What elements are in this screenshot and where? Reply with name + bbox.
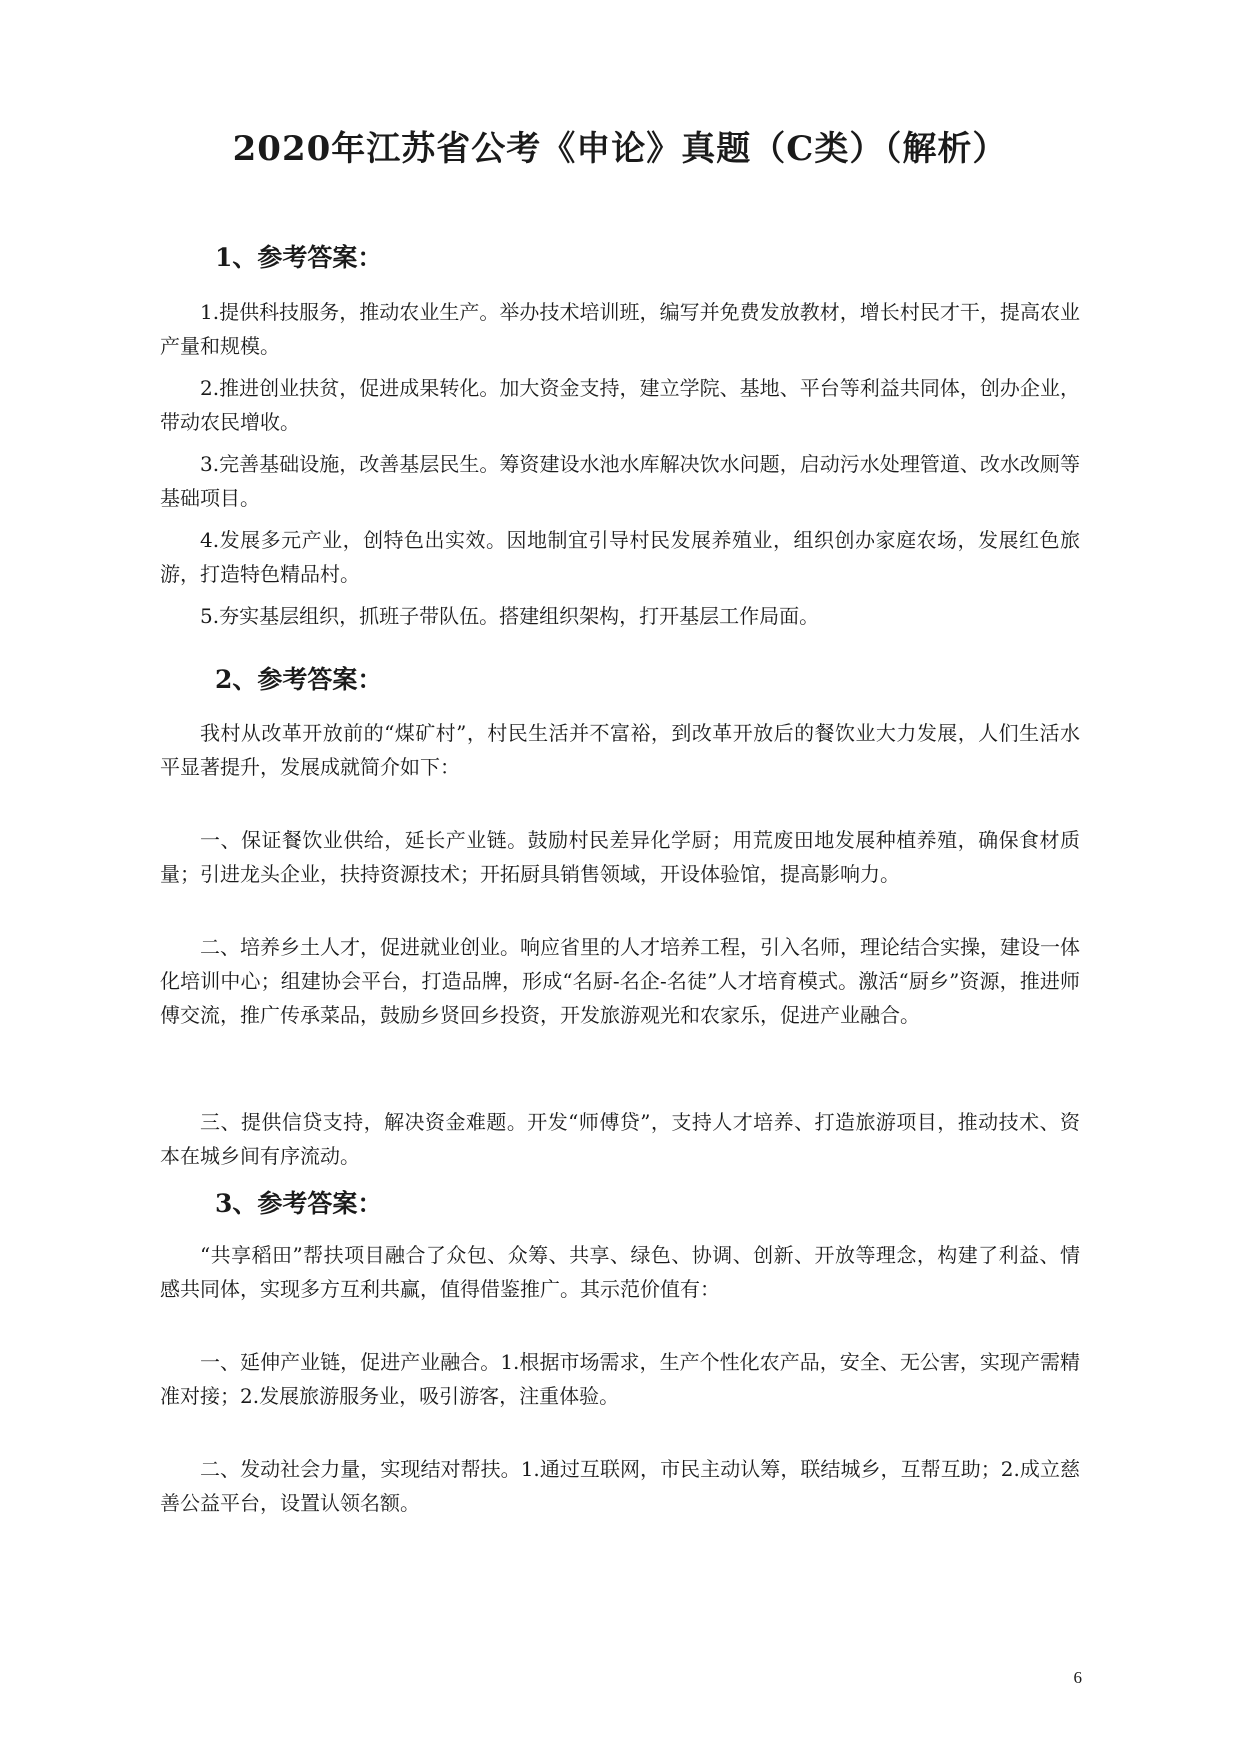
page-number: 6 — [1073, 1668, 1082, 1687]
section-1-paragraph-3: 3.完善基础设施，改善基层民生。筹资建设水池水库解决饮水问题，启动污水处理管道、改水改厕等基础项目。 — [160, 452, 1080, 510]
section-1-paragraph-2: 2.推进创业扶贫，促进成果转化。加大资金支持，建立学院、基地、平台等利益共同体，创办企业，带动农民增收。 — [160, 376, 1080, 434]
section-2-heading: 2、参考答案： — [215, 665, 383, 694]
section-2-paragraph-3: 二、培养乡土人才，促进就业创业。响应省里的人才培养工程，引入名师，理论结合实操，建设一体化培训中心；组建协会平台，打造品牌，形成“名厨-名企-名徒”人才培育模式。激活“厨乡”资源，推进师傅交流，推广传承菜品，鼓励乡贤回乡投资，开发旅游观光和农家乐，促进产业融合。 — [160, 935, 1080, 1027]
section-2-paragraph-1: 我村从改革开放前的“煤矿村”，村民生活并不富裕，到改革开放后的餐饮业大力发展，人们生活水平显著提升，发展成就简介如下： — [160, 721, 1080, 779]
section-1-heading: 1、参考答案： — [215, 243, 383, 272]
section-2-paragraph-2: 一、保证餐饮业供给，延长产业链。鼓励村民差异化学厨；用荒废田地发展种植养殖，确保食材质量；引进龙头企业，扶持资源技术；开拓厨具销售领域，开设体验馆，提高影响力。 — [160, 828, 1080, 886]
section-3-paragraph-2: 一、延伸产业链，促进产业融合。1.根据市场需求，生产个性化农产品，安全、无公害，实现产需精准对接；2.发展旅游服务业，吸引游客，注重体验。 — [160, 1350, 1080, 1408]
section-1-paragraph-5: 5.夯实基层组织，抓班子带队伍。搭建组织架构，打开基层工作局面。 — [200, 604, 820, 628]
section-3-paragraph-1: “共享稻田”帮扶项目融合了众包、众筹、共享、绿色、协调、创新、开放等理念，构建了利益、情感共同体，实现多方互利共赢，值得借鉴推广。其示范价值有： — [160, 1243, 1080, 1301]
document-title: 2020年江苏省公考《申论》真题（C类）（解析） — [232, 129, 1008, 169]
section-2-paragraph-4: 三、提供信贷支持，解决资金难题。开发“师傅贷”，支持人才培养、打造旅游项目，推动技术、资本在城乡间有序流动。 — [160, 1110, 1080, 1168]
section-3-heading: 3、参考答案： — [215, 1189, 383, 1218]
section-3-paragraph-3: 二、发动社会力量，实现结对帮扶。1.通过互联网，市民主动认筹，联结城乡，互帮互助；2.成立慈善公益平台，设置认领名额。 — [160, 1457, 1080, 1515]
section-1-paragraph-4: 4.发展多元产业，创特色出实效。因地制宜引导村民发展养殖业，组织创办家庭农场，发展红色旅游，打造特色精品村。 — [160, 528, 1080, 586]
section-1-paragraph-1: 1.提供科技服务，推动农业生产。举办技术培训班，编写并免费发放教材，增长村民才干，提高农业产量和规模。 — [160, 300, 1080, 358]
